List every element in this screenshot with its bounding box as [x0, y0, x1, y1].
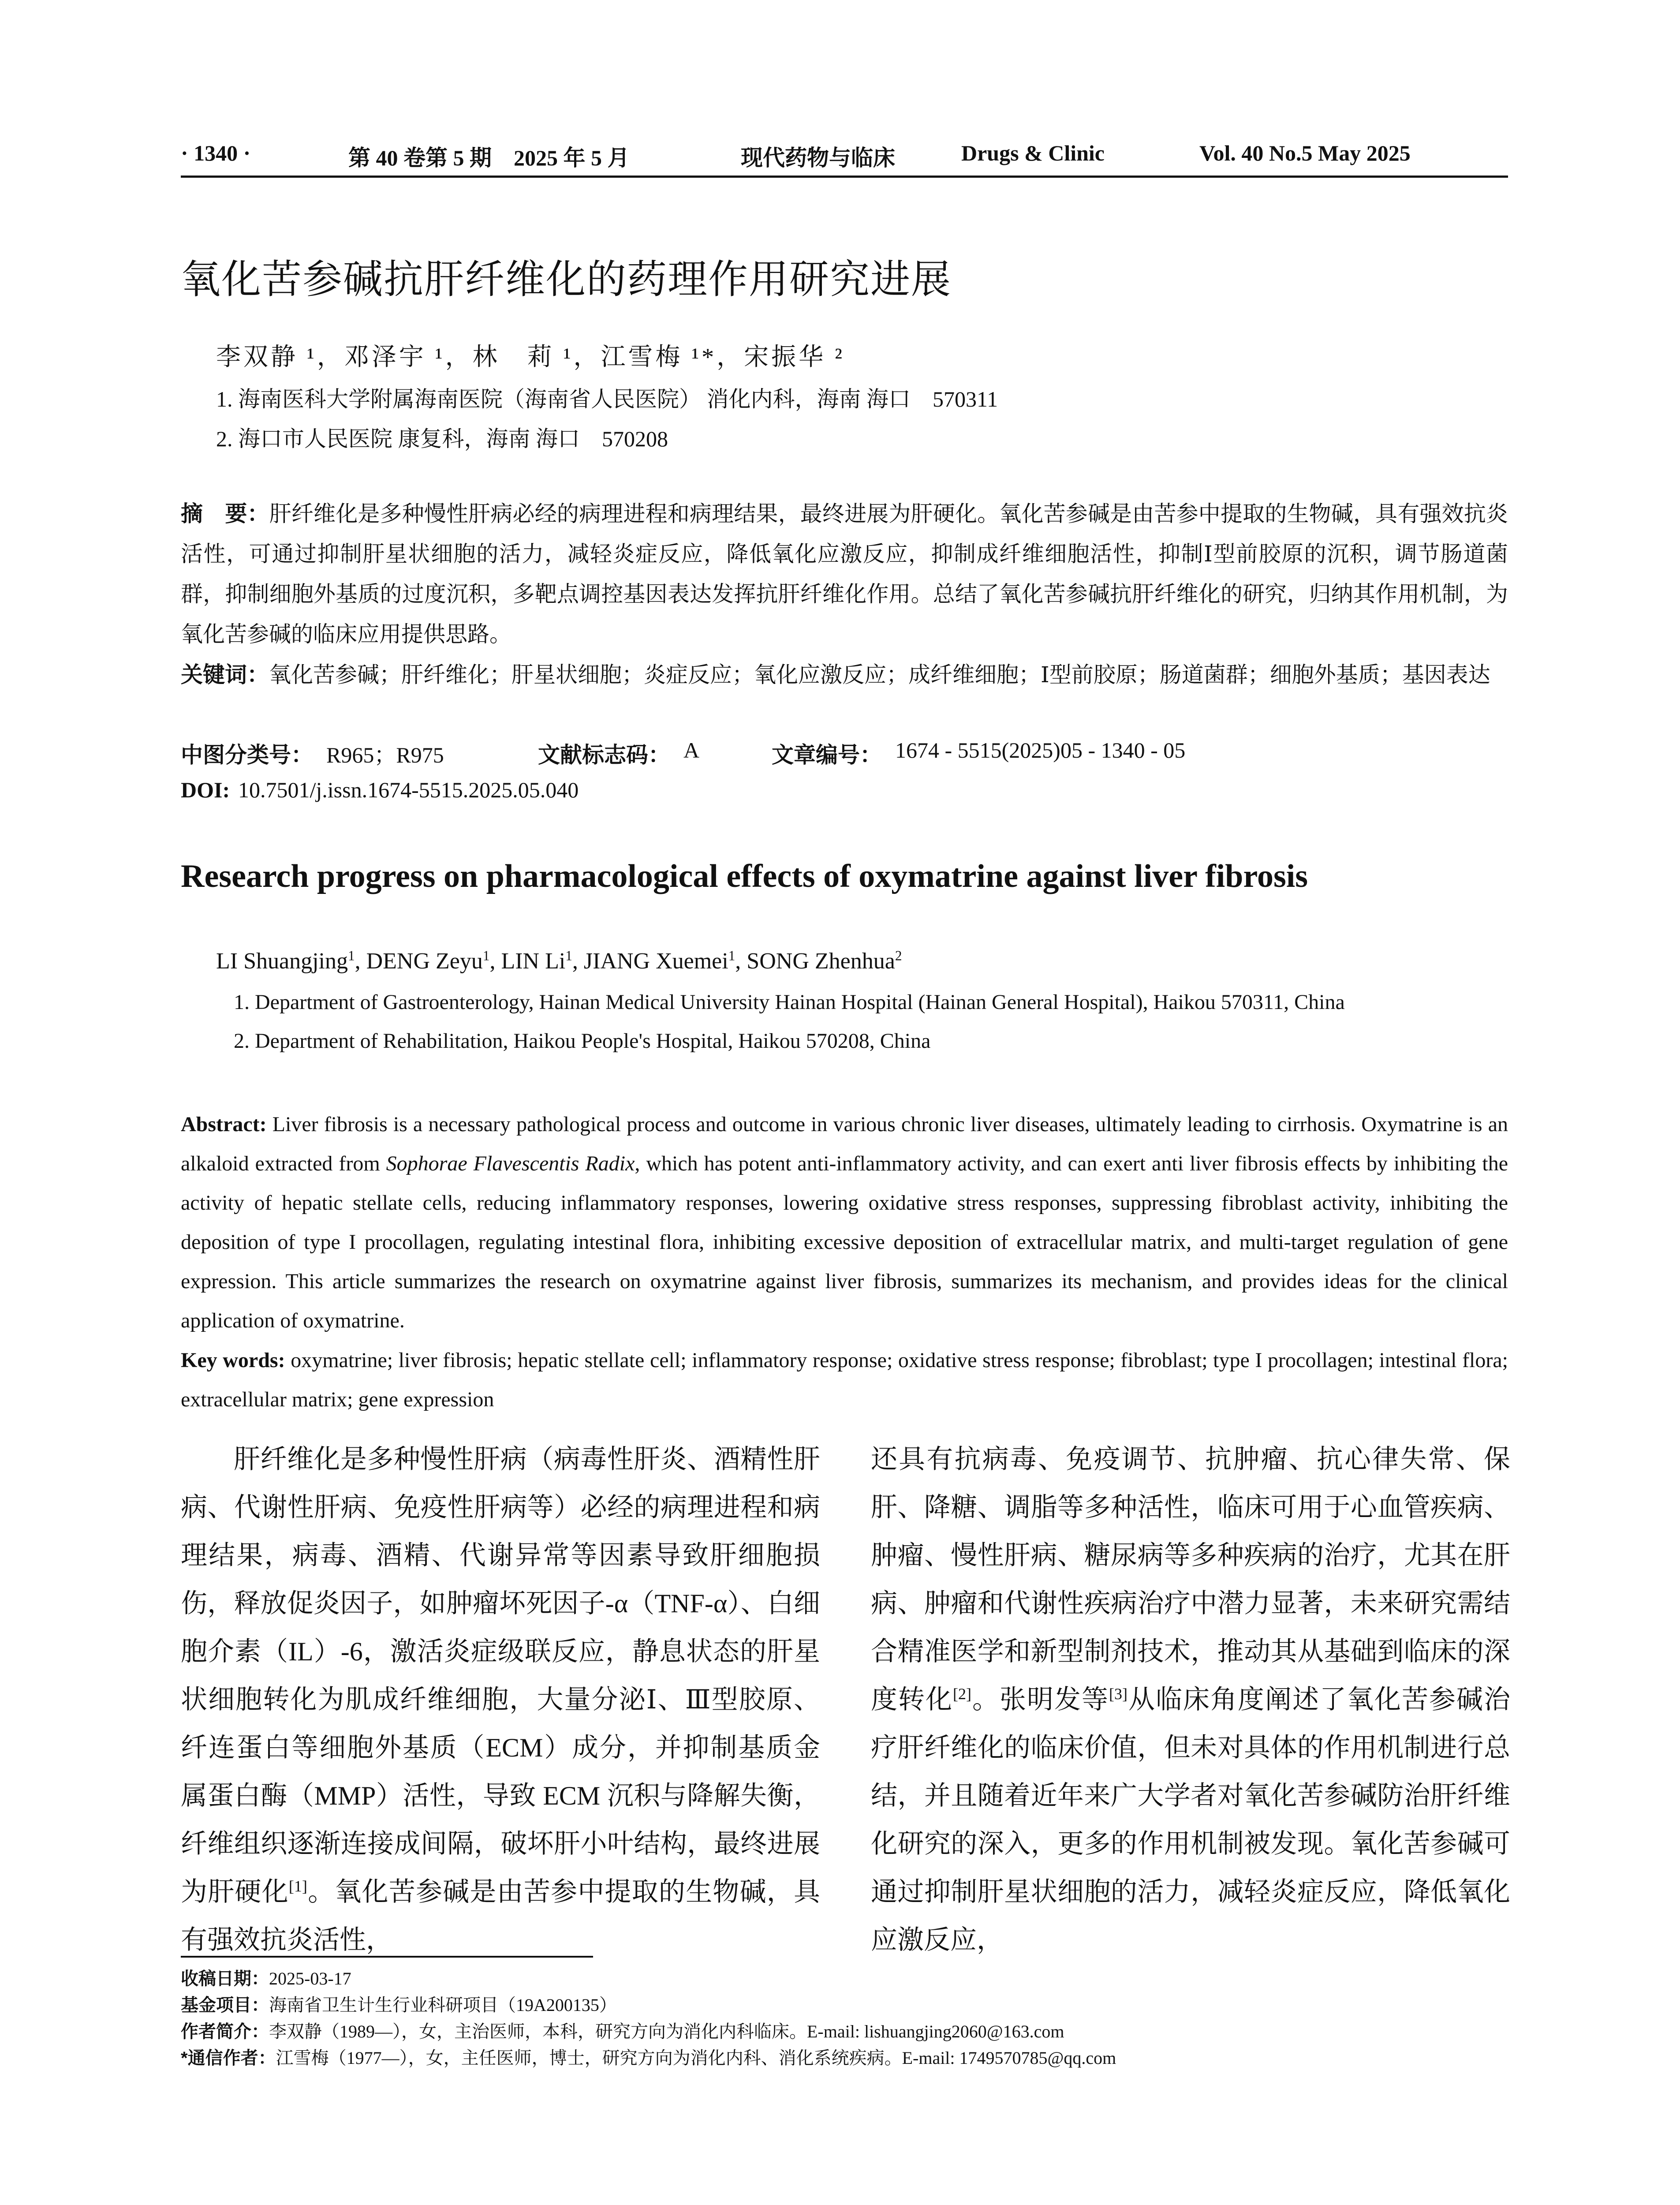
footnote-rule — [181, 1956, 593, 1958]
citation-ref: [2] — [953, 1685, 971, 1703]
doc-code-label: 文献标志码： — [538, 743, 670, 767]
affiliation-cn-1: 1. 海南医科大学附属海南医院（海南省人民医院） 消化内科，海南 海口 570311 — [216, 387, 998, 411]
keywords-cn-label: 关键词： — [181, 662, 269, 687]
authors-cn: 李双静 ¹，邓泽宇 ¹，林 莉 ¹，江雪梅 ¹*，宋振华 ² — [216, 344, 845, 371]
article-no-label: 文章编号： — [772, 743, 882, 767]
abstract-en-label: Abstract: — [181, 1113, 267, 1136]
author-en: SONG Zhenhua — [747, 949, 895, 974]
doi-row — [181, 777, 1508, 808]
authors-en: LI Shuangjing$^1$, DENG Zeyu$^1$, LIN Li$^1$, JIANG Xuemei$^1$, SONG Zhenhua$^2$ — [216, 948, 902, 974]
author-en: LI Shuangjing — [216, 949, 348, 974]
doc-code-value: A — [683, 738, 700, 762]
doi-label: DOI: — [181, 777, 230, 802]
body-column-right: 还具有抗病毒、免疫调节、抗肿瘤、抗心律失常、保肝、降糖、调脂等多种活性，临床可用于心血管疾病、肿瘤、慢性肝病、糖尿病等多种疾病的治疗，尤其在肝病、肿瘤和代谢性疾病治疗中潜力显著，未来研究需结合精准医学和新型制剂技术，推动其从基础到临床的深度转化[2]。张明发等[3]从临床角度阐述了氧化苦参碱治疗肝纤维化的临床价值，但未对具体的作用机制进行总结，并且随着近年来广大学者对氧化苦参碱防治肝纤维化研究的深入，更多的作用机制被发现。氧化苦参碱可通过抑制肝星状细胞的活力，减轻炎症反应，降低氧化应激反应， — [871, 1445, 1511, 1955]
abstract-en-italic: Sophorae Flavescentis Radix — [386, 1152, 635, 1175]
running-header — [181, 140, 1508, 171]
keywords-en — [181, 1341, 1508, 1419]
doi-value: 10.7501/j.issn.1674-5515.2025.05.040 — [238, 777, 579, 802]
abstract-cn-text: 肝纤维化是多种慢性肝病必经的病理进程和病理结果，最终进展为肝硬化。氧化苦参碱是由苦参中提取的生物碱，具有强效抗炎活性，可通过抑制肝星状细胞的活力，减轻炎症反应，降低氧化应激反应，抑制成纤维细胞活性，抑制Ⅰ型前胶原的沉积，调节肠道菌群，抑制细胞外基质的过度沉积，多靶点调控基因表达发挥抗肝纤维化作用。总结了氧化苦参碱抗肝纤维化的研究，归纳其作用机制，为氧化苦参碱的临床应用提供思路。 — [181, 501, 1508, 647]
header-rule — [181, 176, 1508, 178]
citation-ref: [1] — [288, 1877, 307, 1895]
article-no-value: 1674 - 5515(2025)05 - 1340 - 05 — [895, 738, 1186, 762]
affiliation-en-1: 1. Department of Gastroenterology, Hainan Medical University Hainan Hospital (Hainan General Hospital), Haikou 570311, China — [234, 990, 1345, 1014]
body-column-left: 肝纤维化是多种慢性肝病（病毒性肝炎、酒精性肝病、代谢性肝病、免疫性肝病等）必经的病理进程和病理结果，病毒、酒精、代谢异常等因素导致肝细胞损伤，释放促炎因子，如肿瘤坏死因子-α（TNF-α）、白细胞介素（IL）-6，激活炎症级联反应，静息状态的肝星状细胞转化为肌成纤维细胞，大量分泌Ⅰ、Ⅲ型胶原、纤连蛋白等细胞外基质（ECM）成分，并抑制基质金属蛋白酶（MMP）活性，导致 ECM 沉积与降解失衡，纤维组织逐渐连接成间隔，破坏肝小叶结构，最终进展为肝硬化[1]。氧化苦参碱是由苦参中提取的生物碱，具有强效抗炎活性， — [181, 1445, 821, 1955]
footnote-funding: 基金项目：海南省卫生计生行业科研项目（19A200135） — [181, 1995, 617, 2015]
issue-cn: 第 40 卷第 5 期 2025 年 5 月 — [348, 146, 630, 170]
author-en: DENG Zeyu — [366, 949, 483, 974]
journal-cn: 现代药物与临床 — [741, 146, 895, 170]
issue-en: Vol. 40 No.5 May 2025 — [1199, 141, 1411, 165]
title-en: Research progress on pharmacological effects of oxymatrine against liver fibrosis — [181, 858, 1308, 894]
keywords-cn-text: 氧化苦参碱；肝纤维化；肝星状细胞；炎症反应；氧化应激反应；成纤维细胞；Ⅰ型前胶原；肠道菌群；细胞外基质；基因表达 — [269, 662, 1490, 687]
keywords-cn — [181, 655, 1508, 695]
classification-row — [181, 737, 1508, 768]
journal-en: Drugs & Clinic — [961, 141, 1105, 165]
author-en: JIANG Xuemei — [583, 949, 728, 974]
keywords-en-label: Key words: — [181, 1349, 285, 1372]
clc-value: R965；R975 — [326, 743, 444, 767]
title-cn: 氧化苦参碱抗肝纤维化的药理作用研究进展 — [181, 258, 952, 302]
abstract-cn — [181, 494, 1508, 654]
page-number: · 1340 · — [181, 141, 251, 165]
abstract-en: Abstract: Liver fibrosis is a necessary pathological process and outcome in various chronic liver diseases, ultimately leading to cirrhosis. Oxymatrine is an alkaloid extracted from Sophorae Flavescentis Radix, which has potent anti-inflammatory activity, and can exert anti liver fibrosis effects by inhibiting the activity of hepatic stellate cells, reducing inflammatory responses, lowering oxidative stress responses, suppressing fibroblast activity, inhibiting the deposition of type I procollagen, regulating intestinal flora, inhibiting excessive deposition of extracellular matrix, and multi-target regulation of gene expression. This article summarizes the research on oxymatrine against liver fibrosis, summarizes its mechanism, and provides ideas for the clinical application of oxymatrine. — [181, 1113, 1508, 1332]
citation-ref: [3] — [1109, 1685, 1127, 1703]
footnote-received: 收稿日期：2025-03-17 — [181, 1969, 351, 1988]
clc-label: 中图分类号： — [181, 743, 313, 767]
affiliation-en-2: 2. Department of Rehabilitation, Haikou People's Hospital, Haikou 570208, China — [234, 1029, 931, 1053]
footnote-corresponding: *通信作者：江雪梅（1977—），女，主任医师，博士，研究方向为消化内科、消化系统疾病。E-mail: 1749570785@qq.com — [181, 2048, 1116, 2068]
keywords-en-text: oxymatrine; liver fibrosis; hepatic stellate cell; inflammatory response; oxidative stress response; fibroblast; type I procollagen; intestinal flora; extracellular matrix; gene expression — [181, 1349, 1508, 1411]
affiliation-cn-2: 2. 海口市人民医院 康复科，海南 海口 570208 — [216, 426, 668, 451]
author-en: LIN Li — [501, 949, 566, 974]
abstract-cn-label: 摘 要： — [181, 501, 269, 526]
footnote-author-bio: 作者简介：李双静（1989—），女，主治医师，本科，研究方向为消化内科临床。E-mail: lishuangjing2060@163.com — [181, 2022, 1064, 2041]
